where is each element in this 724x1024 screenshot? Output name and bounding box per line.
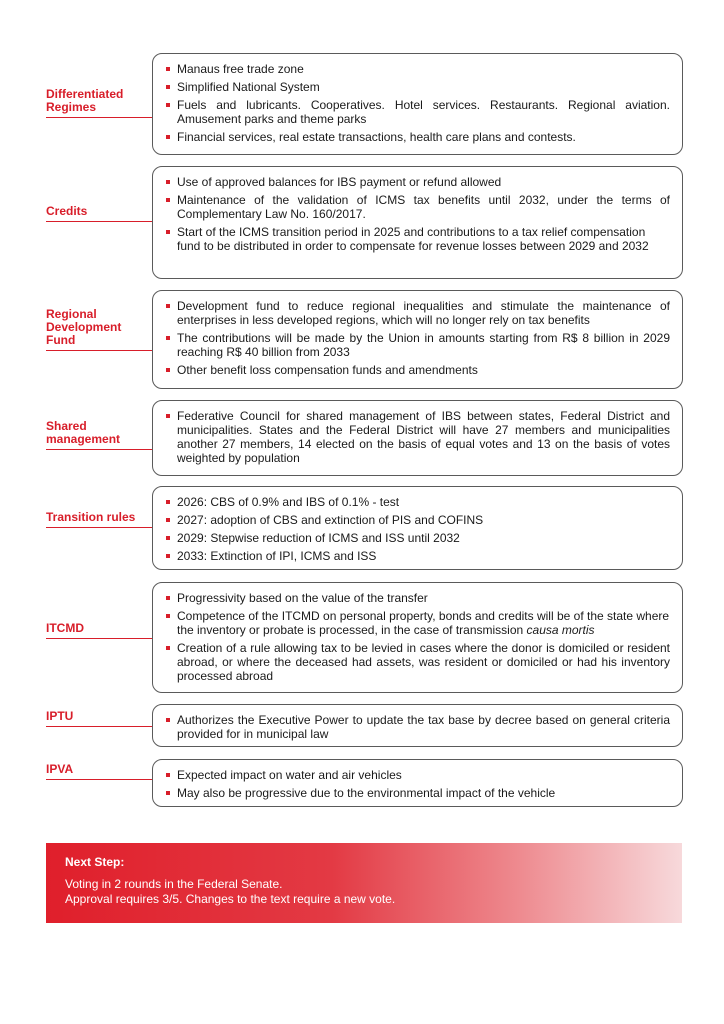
section-box bbox=[152, 400, 683, 476]
next-step-line: Approval requires 3/5. Changes to the text require a new vote. bbox=[65, 892, 396, 906]
list-item: 2027: adoption of CBS and extinction of PIS and COFINS bbox=[165, 513, 670, 527]
section-box bbox=[152, 290, 683, 389]
section-box bbox=[152, 53, 683, 155]
list-item: Financial services, real estate transactions, health care plans and contests. bbox=[165, 130, 670, 144]
section-label: Differentiated Regimes bbox=[46, 88, 152, 118]
list-item: 2026: CBS of 0.9% and IBS of 0.1% - test bbox=[165, 495, 670, 509]
list-item: Manaus free trade zone bbox=[165, 62, 670, 76]
section-label: Transition rules bbox=[46, 511, 152, 528]
section-box bbox=[152, 166, 683, 279]
section-box bbox=[152, 582, 683, 693]
list-item: The contributions will be made by the Union in amounts starting from R$ 8 billion in 2029 reaching R$ 40 billion from 2033 bbox=[165, 331, 670, 359]
section-label: IPVA bbox=[46, 763, 152, 780]
list-item: Expected impact on water and air vehicles bbox=[165, 768, 670, 782]
list-item: Fuels and lubricants. Cooperatives. Hotel services. Restaurants. Regional aviation. Amusement parks and theme parks bbox=[165, 98, 670, 126]
section-label: Regional Development Fund bbox=[46, 308, 152, 351]
next-step-banner bbox=[46, 843, 682, 923]
list-item: Start of the ICMS transition period in 2025 and contributions to a tax relief compensation fund to be distributed in order to compensate for revenue losses between 2029 and 2032 bbox=[165, 225, 670, 253]
list-item: Other benefit loss compensation funds and amendments bbox=[165, 363, 670, 377]
section-label: Credits bbox=[46, 205, 152, 222]
next-step-line: Voting in 2 rounds in the Federal Senate. bbox=[65, 877, 283, 891]
section-box bbox=[152, 704, 683, 747]
section-label: ITCMD bbox=[46, 622, 152, 639]
section-box bbox=[152, 759, 683, 807]
section-label: IPTU bbox=[46, 710, 152, 727]
list-item: Federative Council for shared management of IBS between states, Federal District and municipalities. States and the Federal District will have 27 members and municipalities another 27 members, 14 elected on the basis of equal votes and 13 on the basis of votes weighted by population bbox=[165, 409, 670, 465]
list-item: Progressivity based on the value of the transfer bbox=[165, 591, 670, 605]
list-item: Simplified National System bbox=[165, 80, 670, 94]
section-box bbox=[152, 486, 683, 570]
italic-term: causa mortis bbox=[526, 623, 595, 637]
section-label: Shared management bbox=[46, 420, 152, 450]
list-item: Maintenance of the validation of ICMS tax benefits until 2032, under the terms of Complementary Law No. 160/2017. bbox=[165, 193, 670, 221]
next-step-title: Next Step: bbox=[65, 855, 125, 869]
list-item: 2033: Extinction of IPI, ICMS and ISS bbox=[165, 549, 670, 563]
list-item: May also be progressive due to the environmental impact of the vehicle bbox=[165, 786, 670, 800]
list-item: Use of approved balances for IBS payment or refund allowed bbox=[165, 175, 670, 189]
list-item: Development fund to reduce regional inequalities and stimulate the maintenance of enterprises in less developed regions, which will no longer rely on tax benefits bbox=[165, 299, 670, 327]
list-item: Creation of a rule allowing tax to be levied in cases where the donor is domiciled or resident abroad, or where the deceased had assets, was resident or domiciled or had his inventory processed abroad bbox=[165, 641, 670, 683]
list-item-text: Competence of the ITCMD on personal property, bonds and credits will be of the state where the inventory or probate is processed, in the case of transmission bbox=[177, 609, 670, 637]
list-item: Authorizes the Executive Power to update the tax base by decree based on general criteria provided for in municipal law bbox=[165, 713, 670, 741]
list-item: 2029: Stepwise reduction of ICMS and ISS until 2032 bbox=[165, 531, 670, 545]
list-item bbox=[165, 609, 670, 637]
